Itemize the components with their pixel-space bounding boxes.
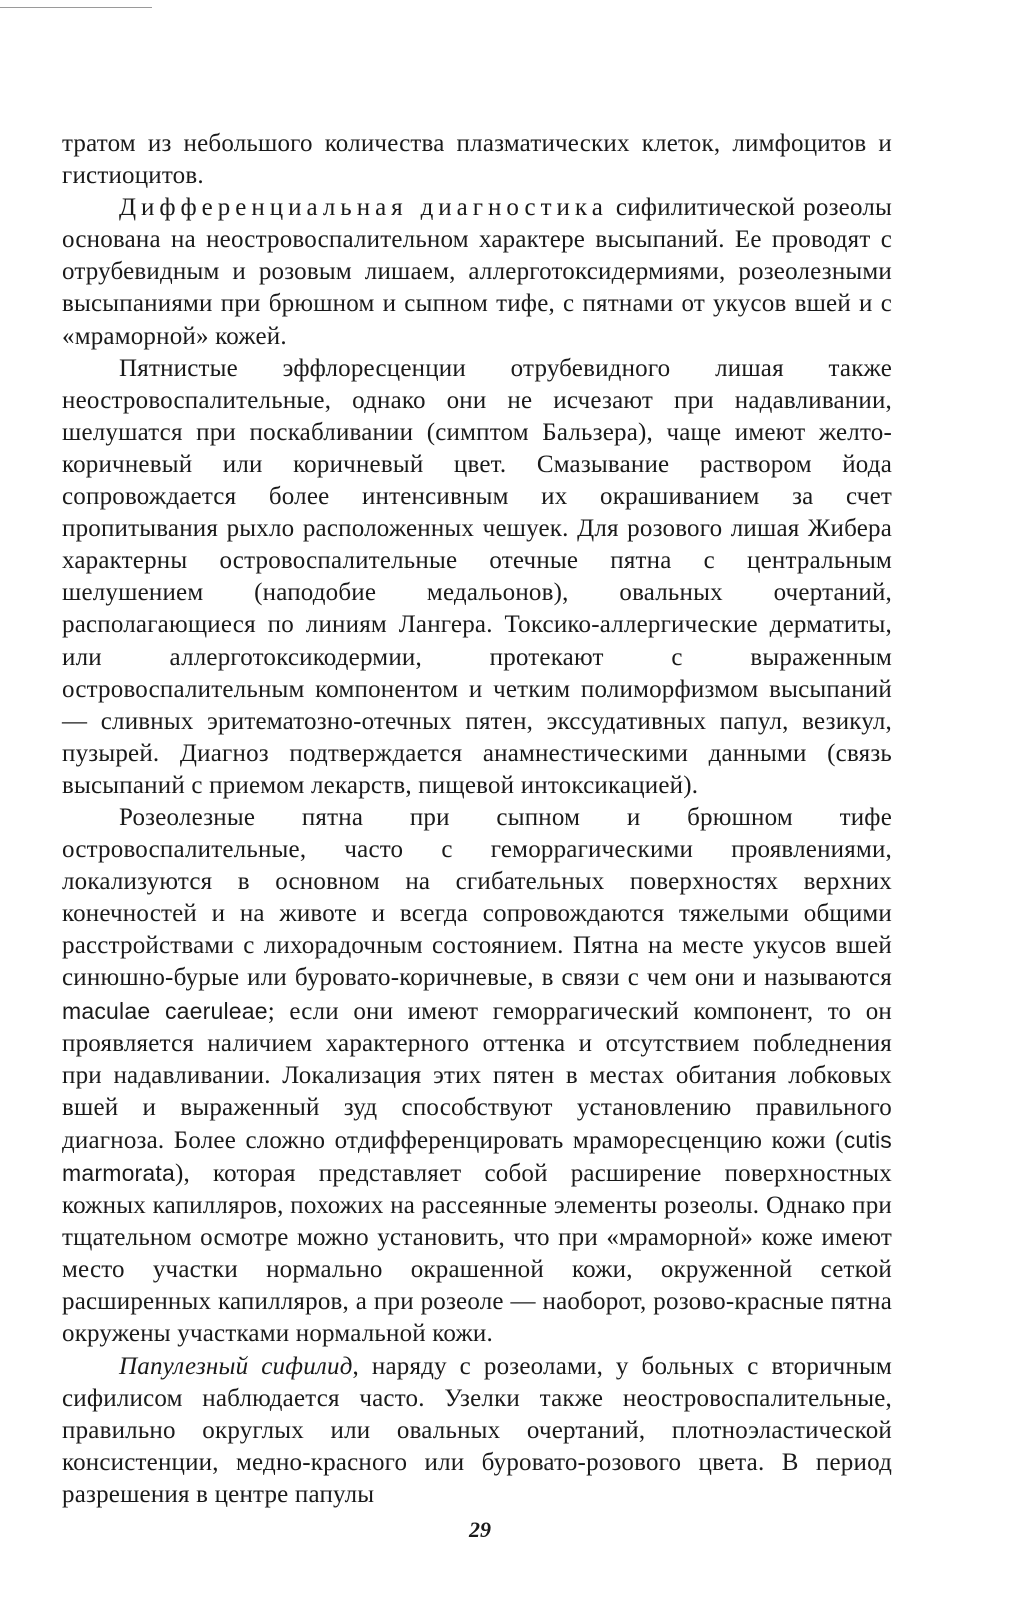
paragraph-text: , наряду с розеолами, у больных с вторичным сифилисом наблюдается часто. Узелки также неостровоспалительные, правильно округлых или овальных очертаний, плотноэластической консистенции, медно-красного или буровато-розового цвета. В период разрешения в центре папулы [62, 1352, 892, 1508]
paragraph [62, 1351, 892, 1511]
page-number: 29 [469, 1517, 491, 1542]
paragraph-text: Пятнистые эффлоресценции отрубевидного лишая также неостровоспалительные, однако они не исчезают при надавливании, шелушатся при поскабливании (симптом Бальзера), чаще имеют желто-коричневый или коричневый цвет. Смазывание раствором йода сопровождается более интенсивным их окрашиванием за счет пропитывания рыхло расположенных чешуек. Для розового лишая Жибера характерны островоспалительные отечные пятна с центральным шелушением (наподобие медальонов), овальных очертаний, располагающиеся по линиям Лангера. Токсико-аллергические дерматиты, или аллерготоксикодермии, протекают с выраженным островоспалительным компонентом и четким полиморфизмом высыпаний — сливных эритематозно-отечных пятен, экссудативных папул, везикул, пузырей. Диагноз подтверждается анамнестическими данными (связь высыпаний с приемом лекарств, пищевой интоксикацией). [62, 354, 892, 799]
paragraph [62, 192, 892, 352]
top-rule [0, 7, 152, 8]
paragraph-text: сифилитической розеолы основана на неостровоспалительном характере высыпаний. Ее проводят с отрубевидным и розовым лишаем, аллерготоксидермиями, розеолезными высыпаниями при брюшном и сыпном тифе, с пятнами от укусов вшей и с «мраморной» кожей. [62, 194, 892, 350]
latin-term: maculae caeruleae [62, 997, 268, 1024]
latin-term: cutis marmorata [62, 1126, 892, 1186]
paragraph-text: ; если они имеют геморрагический компонент, то он проявляется наличием характерного оттенка и отсутствием побледнения при надавливании. Локализация этих пятен в местах обитания лобковых вшей и выраженный зуд способствуют установлению правильного диагноза. Более сложно отдифференцировать мраморесценцию кожи ( [62, 997, 892, 1154]
paragraph [62, 802, 892, 1351]
page-body [62, 128, 892, 1511]
paragraph-text: тратом из небольшого количества плазматических клеток, лимфоцитов и гистиоцитов. [62, 130, 892, 190]
paragraph-text: Розеолезные пятна при сыпном и брюшном тифе островоспалительные, часто с геморрагическими проявлениями, локализуются в основном на сгибательных поверхностях верхних конечностей и на животе и всегда сопровождаются тяжелыми общими расстройствами с лихорадочным состоянием. Пятна на месте укусов вшей синюшно-бурые или буровато-коричневые, в связи с чем они и называются [62, 803, 892, 992]
paragraph-text: ), которая представляет собой расширение поверхностных кожных капилляров, похожих на рассеянные элементы розеолы. Однако при тщательном осмотре можно установить, что при «мраморной» коже имеют место участки нормально окрашенной кожи, окруженной сеткой расширенных капилляров, а при розеоле — наоборот, розово-красные пятна окружены участками нормальной кожи. [62, 1160, 892, 1348]
paragraph [62, 353, 892, 802]
section-lead-italic: Папулезный сифилид [119, 1352, 353, 1380]
section-lead-spaced: Дифференциальная диагностика [119, 194, 608, 222]
paragraph [62, 128, 892, 192]
